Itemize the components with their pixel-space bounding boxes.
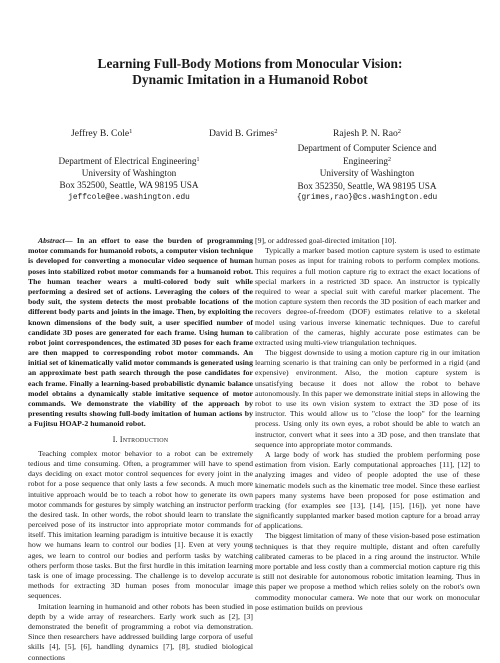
body-paragraph: Imitation learning in humanoid and other robots has been studied in depth by a wide array of researchers. Early work such as [2], [3] demonstrated the benefit of programming a robot via demonstration. Since then researchers have addressed building large corpora of useful skills [4], [5], [6], handling dynamics [7], [8], studied biological connections <box>28 601 253 662</box>
section-title: Introduction <box>119 434 169 444</box>
body-paragraph: A large body of work has studied the problem performing pose estimation from vision. Early computational approaches [11], [12] to analyzing images and video of people adopted the use of these kinematic models such as the kinematic tree model. Since these earliest papers many systems have been proposed for pose estimation and tracking (for examples see [13], [14], [15], [16]), yet none have significantly supplanted marker based motion capture for a broad array of applications. <box>255 449 480 531</box>
author-name: Jeffrey B. Cole <box>71 128 130 139</box>
paper-title-line-2: Dynamic Imitation in a Humanoid Robot <box>132 72 368 87</box>
author-name: Rajesh P. N. Rao <box>333 128 398 139</box>
affiliation-university: University of Washington <box>81 168 177 179</box>
section-heading-introduction <box>28 435 253 445</box>
section-number: I. <box>112 434 118 444</box>
author-name: David B. Grimes <box>209 128 275 139</box>
affiliation-address: Box 352500, Seattle, WA 98195 USA <box>59 180 199 191</box>
abstract-label: Abstract <box>38 236 65 245</box>
author-email: {grimes,rao}@cs.washington.edu <box>296 193 438 202</box>
affiliation-cse <box>262 142 472 204</box>
author-grimes <box>209 126 278 139</box>
author-email: jeffcole@ee.washington.edu <box>68 193 190 202</box>
affiliation-ee <box>44 154 214 204</box>
body-paragraph: The biggest downside to using a motion capture rig in our imitation learning scenario is that training can only be performed in a rigid (and expensive) environment. Also, the motion capture system is unsatisfying because it does not allow the robot to behave autonomously. In this paper we demonstrate initial steps in allowing the robot to use its own vision system to extract the 3D pose of its instructor. This would allow us to "close the loop" for the learning process. Using only its own eyes, a robot should be able to watch an instructor, convert what it sees into a 3D pose, and then translate that sequence into appropriate motor commands. <box>255 348 480 449</box>
affiliation-mark: 1 <box>129 128 133 135</box>
body-paragraph: [9], or addressed goal-directed imitation [10]. <box>255 236 397 245</box>
affiliation-dept-cont: Engineering$^2$ <box>343 156 391 167</box>
affiliation-mark: 2 <box>274 128 278 135</box>
affiliation-address: Box 352350, Seattle, WA 98195 USA <box>297 180 437 191</box>
body-paragraph: Teaching complex motor behavior to a robot can be extremely tedious and time consuming. Often, a programmer will have to spend days deciding on exact motor control sequences for every joint in the robot for a pose sequence that only lasts a few seconds. A much more intuitive approach would be to teach a robot how to generate its own motor commands for gestures by simply watching an instructor perform the desired task. In other words, the robot should learn to translate the perceived pose of its instructor into appropriate motor commands for itself. This imitation learning paradigm is intuitive because it is exactly how we humans learn to control our bodies [1]. Even at very young ages, we learn to control our bodies and perform tasks by watching others perform those tasks. But the first hurdle in this imitation learning task is one of image processing. The challenge is to develop accurate methods for extracting 3D human poses from monocular image sequences. <box>28 448 253 601</box>
right-column <box>255 236 480 613</box>
abstract <box>28 236 253 430</box>
author-cole <box>71 126 132 139</box>
paper-title <box>0 56 500 88</box>
affiliation-dept: Department of Electrical Engineering$^1$ <box>58 156 200 166</box>
affiliation-mark: 2 <box>397 128 402 135</box>
affiliation-university: University of Washington <box>319 168 415 179</box>
body-paragraph: The biggest limitation of many of these vision-based pose estimation techniques is that they require multiple, distant and often carefully calibrated cameras to be placed in a ring around the instructor. While more portable and less costly than a commercial motion capture rig this is still not desirable for autonomous robotic imitation learning. Thus in this paper we propose a method which relies solely on the robot's own commodity monocular camera. We note that our work on monocular pose estimation builds on previous <box>255 531 480 612</box>
body-paragraph: Typically a marker based motion capture system is used to estimate human poses as input for training robots to perform complex motions. This requires a full motion capture rig to extract the exact locations of special markers in a restricted 3D space. An instructor is typically required to wear a special suit with careful marker placement. The motion capture system then records the 3D position of each marker and recovers degree-of-freedom (DOF) estimates relative to a skeletal model using various inverse kinematic techniques. Due to careful calibration of the cameras, highly accurate pose estimates can be extracted using multi-view triangulation techniques. <box>255 246 480 347</box>
left-column <box>28 236 253 663</box>
paper-title-line-1: Learning Full-Body Motions from Monocular Vision: <box>97 56 403 71</box>
abstract-text: — In an effort to ease the burden of programming motor commands for humanoid robots, a computer vision technique is developed for converting a monocular video sequence of human poses into stabilized robot motor commands for a humanoid robot. The human teacher wears a multi-colored body suit while performing a desired set of actions. Leveraging the colors of the body suit, the system detects the most probable locations of the different body parts and joints in the image. Then, by exploiting the known dimensions of the body suit, a user specified number of candidate 3D poses are generated for each frame. Using human to robot joint correspondences, the estimated 3D poses for each frame are then mapped to corresponding robot motor commands. An initial set of kinematically valid motor commands is generated using an approximate best path search through the pose candidates for each frame. Finally a learning-based probabilistic dynamic balance model obtains a dynamically stable imitative sequence of motor commands. We demonstrate the viability of the approach by presenting results showing full-body imitation of human actions by a Fujitsu HOAP-2 humanoid robot. <box>28 236 253 429</box>
affiliation-dept: Department of Computer Science and <box>297 143 437 153</box>
author-rao <box>333 126 401 139</box>
